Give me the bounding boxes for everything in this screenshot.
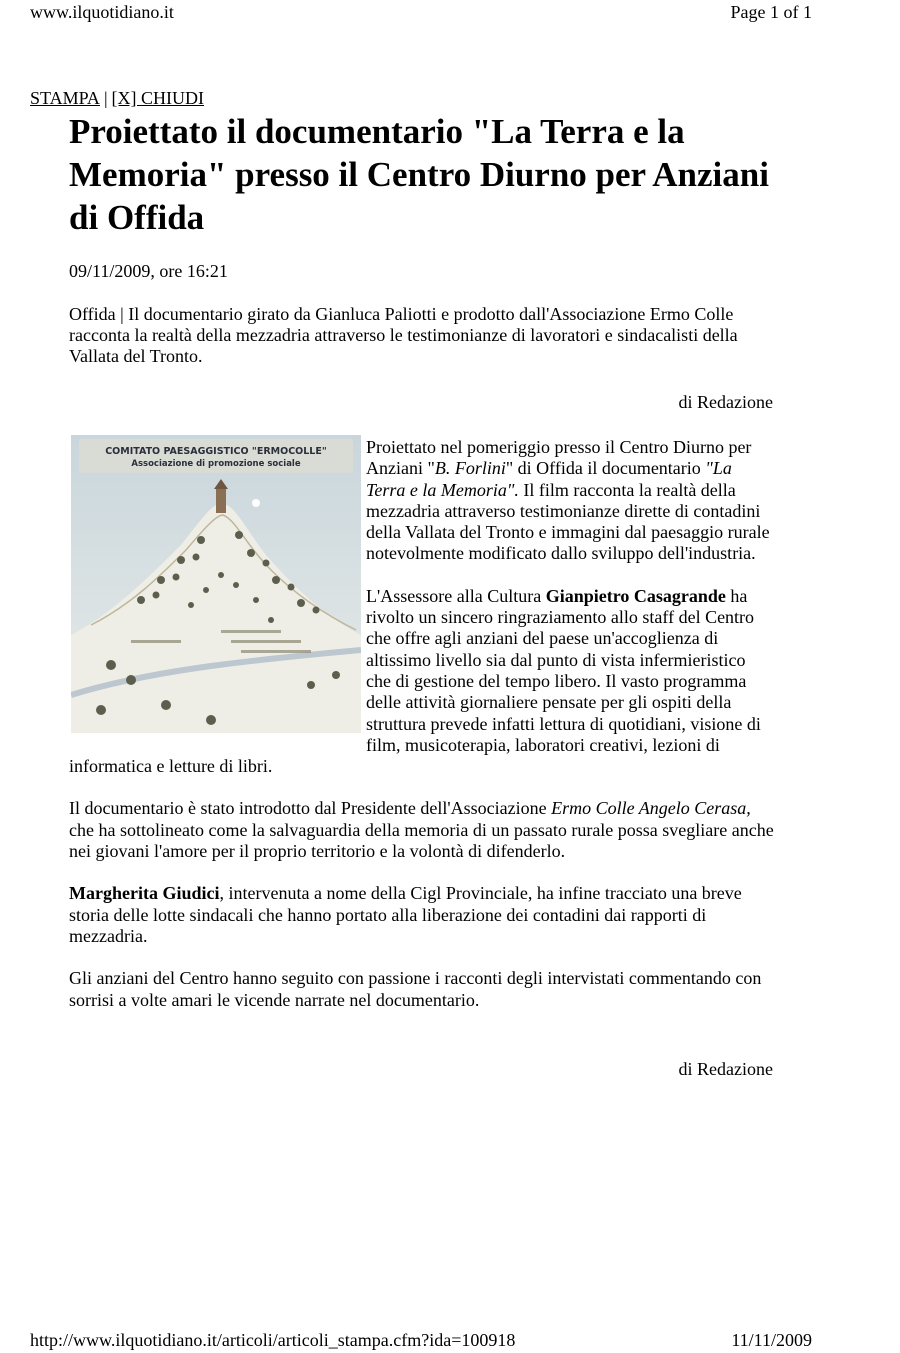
print-toolbar — [30, 88, 204, 109]
byline-top: di Redazione — [678, 392, 773, 412]
byline-bottom: di Redazione — [678, 1059, 773, 1079]
footer-url: http://www.ilquotidiano.it/articoli/articoli_stampa.cfm?ida=100918 — [30, 1330, 516, 1350]
photo-caption-line2: Associazione di promozione sociale — [131, 459, 301, 469]
article-title: Proiettato il documentario "La Terra e la Memoria" presso il Centro Diurno per Anziani di Offida — [69, 112, 769, 237]
site-domain: www.ilquotidiano.it — [30, 2, 174, 22]
photo-caption-line1: COMITATO PAESAGGISTICO "ERMOCOLLE" — [105, 446, 327, 457]
paragraph-4: Margherita Giudici, intervenuta a nome della Cigl Provinciale, ha infine tracciato una breve storia delle lotte sindacali che hanno portato alla liberazione dei contadini dai rapporti di mezzadria. — [69, 883, 742, 946]
toolbar-separator: | — [103, 88, 108, 108]
chiudi-link[interactable]: [X] CHIUDI — [111, 88, 205, 108]
paragraph-2: L'Assessore alla Cultura Gianpietro Casagrande ha rivolto un sincero ringraziamento allo staff del Centro che offre agli anziani del paese un'accoglienza di altissimo livello sia dal punto di vista infermieristico che di gestione del tempo libero. Il vasto programma delle attività giornaliere pensate per gli ospiti della struttura prevede infatti lettura di quotidiani, visione di film, musicoterapia, laboratori creativi, lezioni di informatica e letture di libri. — [69, 585, 761, 777]
page-number: Page 1 of 1 — [730, 2, 812, 22]
paragraph-3: Il documentario è stato introdotto dal Presidente dell'Associazione Ermo Colle Angelo Cerasa, che ha sottolineato come la salvaguardia della memoria di un passato rurale possa svegliare anche nei giovani l'amore per il proprio territorio e la volontà di difenderlo. — [69, 798, 774, 862]
footer-date: 11/11/2009 — [731, 1330, 812, 1350]
article-lead: Offida | Il documentario girato da Gianluca Paliotti e prodotto dall'Associazione Ermo Colle racconta la realtà della mezzadria attraverso le testimonianze di lavoratori e sindacalisti della Vallata del Tronto. — [69, 304, 738, 366]
article-body — [69, 437, 774, 1032]
paragraph-1: Proiettato nel pomeriggio presso il Centro Diurno per Anziani "B. Forlini" di Offida il documentario "La Terra e la Memoria". Il film racconta la realtà della mezzadria attraverso testimonianze dirette di contadini della Vallata del Tronto e immagini dal paesaggio rurale notevolmente modificato dallo sviluppo dell'industria. — [366, 437, 770, 564]
article-photo — [71, 435, 361, 733]
article-date: 09/11/2009, ore 16:21 — [69, 261, 228, 281]
paragraph-5: Gli anziani del Centro hanno seguito con passione i racconti degli intervistati commentando con sorrisi a volte amari le vicende narrate nel documentario. — [69, 968, 762, 1010]
stampa-link[interactable]: STAMPA — [30, 88, 100, 108]
